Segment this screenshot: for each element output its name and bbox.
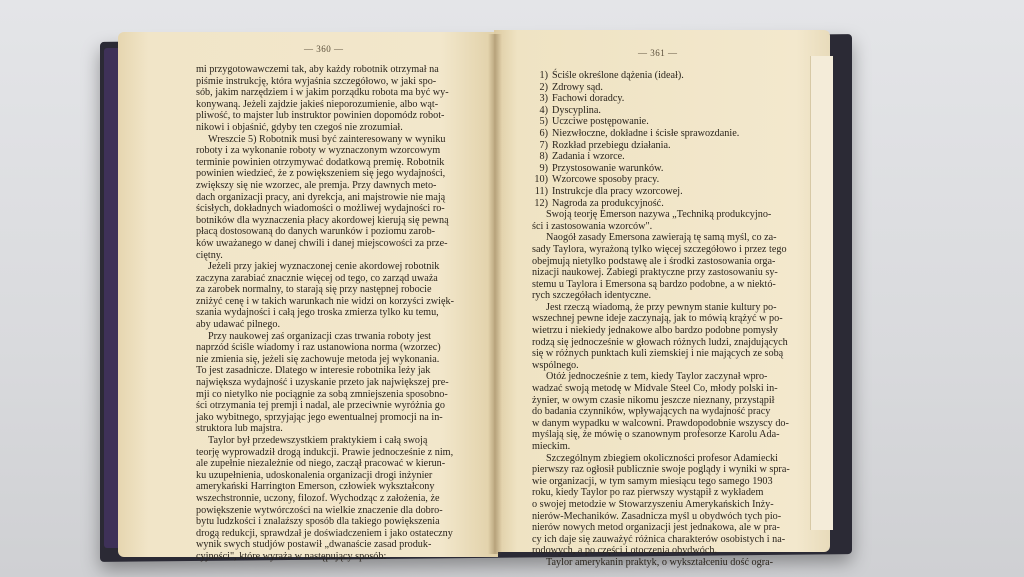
- list-item: [532, 174, 802, 186]
- list-item-number: 8): [539, 151, 548, 163]
- list-item-number: 5): [539, 116, 548, 128]
- list-item: [532, 93, 802, 105]
- text-line: aby udawać pilnego.: [196, 319, 281, 331]
- text-line: ku uzupełnienia, udoskonalenia organizacji drogi inżynier: [196, 469, 433, 481]
- left-page-number: — 360 —: [304, 44, 344, 54]
- list-item: [532, 128, 802, 140]
- list-item-text: Instrukcje dla pracy wzorcowej.: [552, 185, 683, 197]
- text-line: terminie powinien otrzymywać dodatkową premię. Robotnik: [196, 156, 445, 168]
- text-line: wie organizacji, w tym samym miesiącu tego samego 1903: [532, 475, 773, 487]
- list-item: [532, 198, 802, 210]
- list-item-text: Zdrowy sąd.: [552, 81, 603, 93]
- list-item-text: Przystosowanie warunków.: [552, 162, 664, 174]
- text-line: mieckim.: [532, 441, 571, 452]
- list-item-number: 1): [539, 70, 548, 81]
- text-line: Naogół zasady Emersona zawierają tę samą myśl, co za-: [546, 232, 777, 244]
- list-item: [532, 70, 802, 82]
- text-line: nie zmienia się, jeżeli się zachowuje metoda jej wykonania.: [196, 353, 440, 365]
- text-line: zwiększy się nie wzorzec, ale premja. Przy dawnych meto-: [196, 179, 437, 191]
- text-line: ścisłych, dokładnych wiadomości o możliwej wydajności ro-: [196, 203, 445, 215]
- text-line: jako wybitnego, sprzyjając jego ewentualnej promocji na in-: [196, 411, 443, 423]
- text-line: ści i zastosowania wzorców".: [532, 220, 653, 232]
- text-line: Wreszcie 5) Robotnik musi być zainteresowany w wyniku: [208, 133, 446, 145]
- text-line: pliwość, to majster lub instruktor powinien dopomódz robot-: [196, 110, 445, 122]
- text-line: wszechstronnie, uczony, filozof. Wychodząc z założenia, że: [196, 492, 440, 504]
- text-line: wspólnego.: [532, 359, 579, 371]
- text-line: sób, jakim narzędziem i w jakim porządku robota ma być wy-: [196, 87, 449, 99]
- page-stack-edge: [810, 56, 833, 530]
- text-line: Swoją teorję Emerson nazywa „Techniką produkcyjno-: [546, 209, 772, 221]
- text-line: Taylor amerykanin praktyk, o wykształceniu dość ogra-: [546, 556, 774, 568]
- list-item-text: Rozkład przebiegu działania.: [552, 139, 671, 151]
- text-line: zniżyć cenę i w takich warunkach nie widzi on korzyści zwięk-: [196, 295, 454, 307]
- text-line: nizacji naukowej. Zabiegi praktyczne przy zastosowaniu sy-: [532, 267, 778, 279]
- right-page-number: — 361 —: [638, 48, 678, 58]
- text-line: ciętny.: [196, 249, 223, 261]
- text-line: zaczyna zarabiać znacznie więcej od tego, co zarząd uważa: [196, 272, 438, 284]
- text-line: wynik swych studjów postawił „dwanaście zasad produk-: [196, 539, 432, 551]
- list-item-text: Dyscyplina.: [552, 104, 601, 116]
- text-line: za zarobek normalny, to starają się przy następnej robocie: [196, 284, 432, 296]
- text-line: roku, kiedy Taylor po raz pierwszy wystąpił z wykładem: [532, 487, 764, 499]
- text-line: piśmie instrukcję, która wyjaśnia szczegółowo, w jaki spo-: [196, 75, 437, 87]
- text-line: cyjności", które wyraża w następujący sposób:: [196, 550, 387, 562]
- text-line: wietrzu i niekiedy jednakowe albo bardzo podobne pomysły: [532, 325, 778, 337]
- list-item-text: Nagroda za produkcyjność.: [552, 197, 664, 209]
- text-line: żynier, w owym czasie nikomu jeszcze nieznany, przystąpił: [532, 394, 775, 406]
- text-line: rych szczegółach identyczne.: [532, 290, 652, 302]
- text-line: nikowi i objaśnić, gdyby ten czegoś nie zrozumiał.: [196, 121, 403, 133]
- text-line: mji co nietylko nie pociągnie za sobą zmniejszenia sposobno-: [196, 388, 448, 400]
- list-item: [532, 140, 802, 152]
- list-item-number: 11): [534, 185, 548, 197]
- text-line: bytu ludzkości i znalaźszy sposób dla takiego powiększenia: [196, 516, 440, 528]
- text-line: największa wydajność i uzyskanie przeto jak największej pre-: [196, 377, 449, 389]
- text-line: mi przygotowawczemi tak, aby każdy robotnik otrzymał na: [196, 64, 439, 75]
- list-item: [532, 116, 802, 128]
- text-line: Jeżeli przy jakiej wyznaczonej cenie akordowej robotnik: [208, 261, 440, 273]
- list-item-text: Ściśle określone dążenia (ideał).: [552, 70, 684, 81]
- text-line: Przy naukowej zaś organizacji czas trwania roboty jest: [208, 330, 432, 342]
- text-line: myślają się, że mówię o szanownym profesorze Karolu Ada-: [532, 429, 780, 441]
- list-item-number: 9): [539, 162, 548, 174]
- text-line: To jest zasadnicze. Dlatego w interesie robotnika leży jak: [196, 365, 431, 377]
- book-gutter: [488, 34, 502, 554]
- list-item: [532, 82, 802, 94]
- list-item: [532, 105, 802, 117]
- list-item: [532, 186, 802, 198]
- text-line: botników dla wyznaczenia płacy akordowej kierują się pewną: [196, 214, 449, 226]
- text-line: dach organizacji pracy, ani dyrekcja, ani majstrowie nie mają: [196, 191, 446, 203]
- text-line: szania wydajności i całą jego troska zmierza tylko ku temu,: [196, 307, 439, 319]
- text-line: rodzą się jednocześnie w głowach różnych ludzi, znajdujących: [532, 336, 788, 348]
- list-item: [532, 151, 802, 163]
- text-line: teorję wyprowadził drogą indukcji. Prawie jednocześnie z nim,: [196, 446, 454, 458]
- text-line: roboty i za wykonanie roboty w wyznaczonym wzorcowym: [196, 145, 441, 157]
- list-item: [532, 163, 802, 175]
- text-line: naprzód ściśle wiadomy i raz ustanowiona norma (wzorzec): [196, 342, 441, 354]
- list-item-text: Fachowi doradcy.: [552, 93, 625, 105]
- text-line: nierów-Mechaników. Zasadnicza myśl u obydwóch tych pio-: [532, 510, 782, 522]
- text-line: pierwszy raz ogłosił publicznie swoje poglądy i wyniki w spra-: [532, 464, 790, 476]
- text-line: wadzać swoją metodę w Midvale Steel Co, młody polski in-: [532, 383, 778, 395]
- list-item-text: Zadania i wzorce.: [552, 151, 625, 163]
- list-item-number: 6): [539, 127, 548, 139]
- text-line: wszechnej pewne ideje zaczynają, jak to mówią krążyć w po-: [532, 313, 783, 325]
- text-line: o swojej metodzie w Stowarzyszeniu Amerykańskich Inży-: [532, 498, 774, 510]
- text-line: nierów nowych metod organizacji jest jednakowa, ale w pra-: [532, 522, 780, 534]
- text-line: konywaną. Jeżeli zajdzie jakieś nieporozumienie, albo wąt-: [196, 98, 439, 110]
- text-line: drogą redukcji, sprawdzał je doświadczeniem i jako ostateczny: [196, 527, 453, 539]
- list-item-number: 12): [534, 197, 548, 209]
- text-line: ści otrzymania tej premji i nadal, ale przeciwnie wyróżnia go: [196, 400, 445, 412]
- text-line: sady Taylora, wyrażoną tylko więcej szczegółowo i przez tego: [532, 243, 787, 255]
- text-line: rodowych, a po części i otoczenia obydwóch.: [532, 545, 718, 557]
- text-line: powinien wiedzieć, że z powiększeniem się jego wydajności,: [196, 168, 446, 180]
- list-item-text: Uczciwe postępowanie.: [552, 116, 649, 128]
- text-line: powiększenie wytwórczości na wielkie znaczenie dla dobro-: [196, 504, 443, 516]
- text-line: Otóż jednocześnie z tem, kiedy Taylor zaczynał wpro-: [546, 371, 768, 383]
- list-item-number: 3): [539, 93, 548, 105]
- text-line: w danym wypadku w walcowni. Prawdopodobnie wszyscy do-: [532, 417, 789, 429]
- list-item-text: Wzorcowe sposoby pracy.: [552, 174, 660, 186]
- text-line: do badania czynników, wpływających na wydajność pracy: [532, 406, 771, 418]
- list-item-number: 2): [539, 81, 548, 93]
- text-line: struktora lub majstra.: [196, 423, 283, 435]
- text-line: się w różnych punktach kuli ziemskiej i nie mających ze sobą: [532, 348, 784, 360]
- text-line: ale zupełnie niezależnie od niego, zaczął pracować w kierun-: [196, 458, 446, 470]
- text-line: Szczególnym zbiegiem okoliczności profesor Adamiecki: [546, 452, 778, 464]
- text-line: amerykański Harrington Emerson, człowiek wykształcony: [196, 481, 435, 493]
- text-line: płacą dostosowaną do danych warunków i poziomu zarob-: [196, 226, 436, 238]
- list-item-number: 10): [534, 174, 548, 186]
- list-item-number: 7): [539, 139, 548, 151]
- text-line: cy ich daje się zauważyć różnica charakterów osobistych i na-: [532, 533, 786, 545]
- text-line: Taylor był przedewszystkiem praktykiem i całą swoją: [208, 435, 428, 446]
- left-page-text: [196, 64, 466, 563]
- text-line: obejmują nietylko podstawę ale i środki zastosowania orga-: [532, 255, 776, 267]
- text-line: ków uważanego w danej chwili i danej miejscowości za prze-: [196, 237, 448, 249]
- text-line: stemu u Taylora i Emersona są bardzo podobne, a w niektó-: [532, 278, 776, 290]
- list-item-number: 4): [539, 104, 548, 116]
- list-item-text: Niezwłoczne, dokładne i ścisłe sprawozdanie.: [552, 127, 740, 139]
- text-line: Jest rzeczą wiadomą, że przy pewnym stanie kultury po-: [546, 301, 777, 313]
- right-page-text: [532, 70, 802, 569]
